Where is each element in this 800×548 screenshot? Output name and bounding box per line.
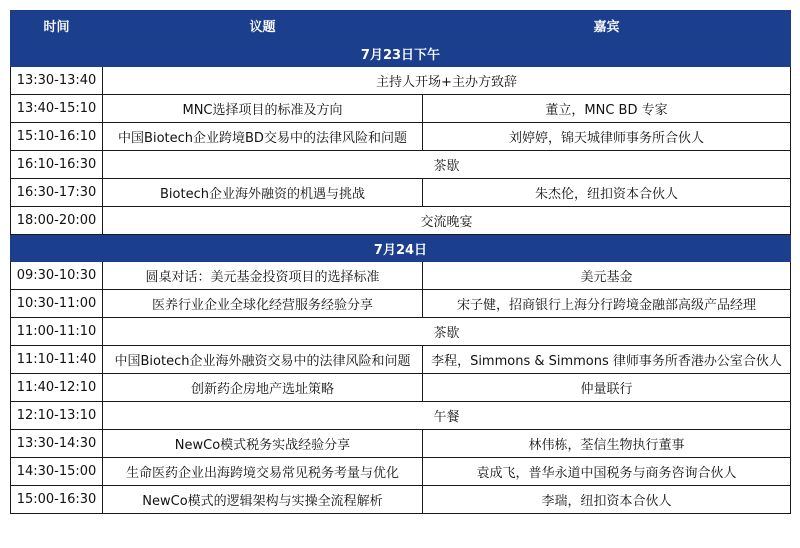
guest-cell: 李程，Simmons & Simmons 律师事务所香港办公室合伙人 bbox=[423, 346, 791, 374]
agenda-body bbox=[11, 40, 791, 514]
guest-cell: 袁成飞，普华永道中国税务与商务咨询合伙人 bbox=[423, 458, 791, 486]
time-cell: 12:10-13:10 bbox=[11, 402, 103, 430]
time-cell: 14:30-15:00 bbox=[11, 458, 103, 486]
guest-cell: 李瑞，纽扣资本合伙人 bbox=[423, 486, 791, 514]
time-cell: 13:40-15:10 bbox=[11, 95, 103, 123]
time-cell: 13:30-14:30 bbox=[11, 430, 103, 458]
agenda-row bbox=[11, 290, 791, 318]
merged-cell: 午餐 bbox=[103, 402, 791, 430]
agenda-table-frame bbox=[10, 10, 790, 514]
merged-cell: 茶歇 bbox=[103, 318, 791, 346]
guest-cell: 刘婷婷，锦天城律师事务所合伙人 bbox=[423, 123, 791, 151]
time-cell: 16:30-17:30 bbox=[11, 179, 103, 207]
time-cell: 13:30-13:40 bbox=[11, 67, 103, 95]
agenda-row bbox=[11, 262, 791, 290]
topic-cell: 圆桌对话：美元基金投资项目的选择标准 bbox=[103, 262, 423, 290]
guest-cell: 仲量联行 bbox=[423, 374, 791, 402]
guest-cell: 董立，MNC BD 专家 bbox=[423, 95, 791, 123]
agenda-row bbox=[11, 151, 791, 179]
agenda-row bbox=[11, 486, 791, 514]
topic-cell: 创新药企房地产选址策略 bbox=[103, 374, 423, 402]
merged-cell: 茶歇 bbox=[103, 151, 791, 179]
time-cell: 10:30-11:00 bbox=[11, 290, 103, 318]
agenda-row bbox=[11, 402, 791, 430]
day-label: 7月23日下午 bbox=[11, 40, 791, 67]
agenda-row bbox=[11, 123, 791, 151]
header-topic: 议题 bbox=[103, 11, 423, 40]
time-cell: 09:30-10:30 bbox=[11, 262, 103, 290]
topic-cell: 生命医药企业出海跨境交易常见税务考量与优化 bbox=[103, 458, 423, 486]
time-cell: 16:10-16:30 bbox=[11, 151, 103, 179]
guest-cell: 宋子健，招商银行上海分行跨境金融部高级产品经理 bbox=[423, 290, 791, 318]
time-cell: 15:10-16:10 bbox=[11, 123, 103, 151]
agenda-row bbox=[11, 67, 791, 95]
header-guest: 嘉宾 bbox=[423, 11, 791, 40]
agenda-table bbox=[10, 10, 791, 514]
guest-cell: 林伟栋，荃信生物执行董事 bbox=[423, 430, 791, 458]
agenda-row bbox=[11, 95, 791, 123]
agenda-row bbox=[11, 207, 791, 235]
topic-cell: MNC选择项目的标准及方向 bbox=[103, 95, 423, 123]
topic-cell: 医养行业企业全球化经营服务经验分享 bbox=[103, 290, 423, 318]
topic-cell: 中国Biotech企业海外融资交易中的法律风险和问题 bbox=[103, 346, 423, 374]
merged-cell: 交流晚宴 bbox=[103, 207, 791, 235]
time-cell: 15:00-16:30 bbox=[11, 486, 103, 514]
guest-cell: 朱杰伦，纽扣资本合伙人 bbox=[423, 179, 791, 207]
agenda-row bbox=[11, 430, 791, 458]
agenda-row bbox=[11, 458, 791, 486]
time-cell: 18:00-20:00 bbox=[11, 207, 103, 235]
topic-cell: 中国Biotech企业跨境BD交易中的法律风险和问题 bbox=[103, 123, 423, 151]
topic-cell: NewCo模式的逻辑架构与实操全流程解析 bbox=[103, 486, 423, 514]
agenda-row bbox=[11, 179, 791, 207]
time-cell: 11:40-12:10 bbox=[11, 374, 103, 402]
topic-cell: Biotech企业海外融资的机遇与挑战 bbox=[103, 179, 423, 207]
agenda-row bbox=[11, 374, 791, 402]
day-row bbox=[11, 235, 791, 262]
day-row bbox=[11, 40, 791, 67]
agenda-row bbox=[11, 318, 791, 346]
agenda-row bbox=[11, 346, 791, 374]
time-cell: 11:10-11:40 bbox=[11, 346, 103, 374]
topic-cell: NewCo模式税务实战经验分享 bbox=[103, 430, 423, 458]
merged-cell: 主持人开场+主办方致辞 bbox=[103, 67, 791, 95]
guest-cell: 美元基金 bbox=[423, 262, 791, 290]
day-label: 7月24日 bbox=[11, 235, 791, 262]
header-row bbox=[11, 11, 791, 40]
header-time: 时间 bbox=[11, 11, 103, 40]
time-cell: 11:00-11:10 bbox=[11, 318, 103, 346]
